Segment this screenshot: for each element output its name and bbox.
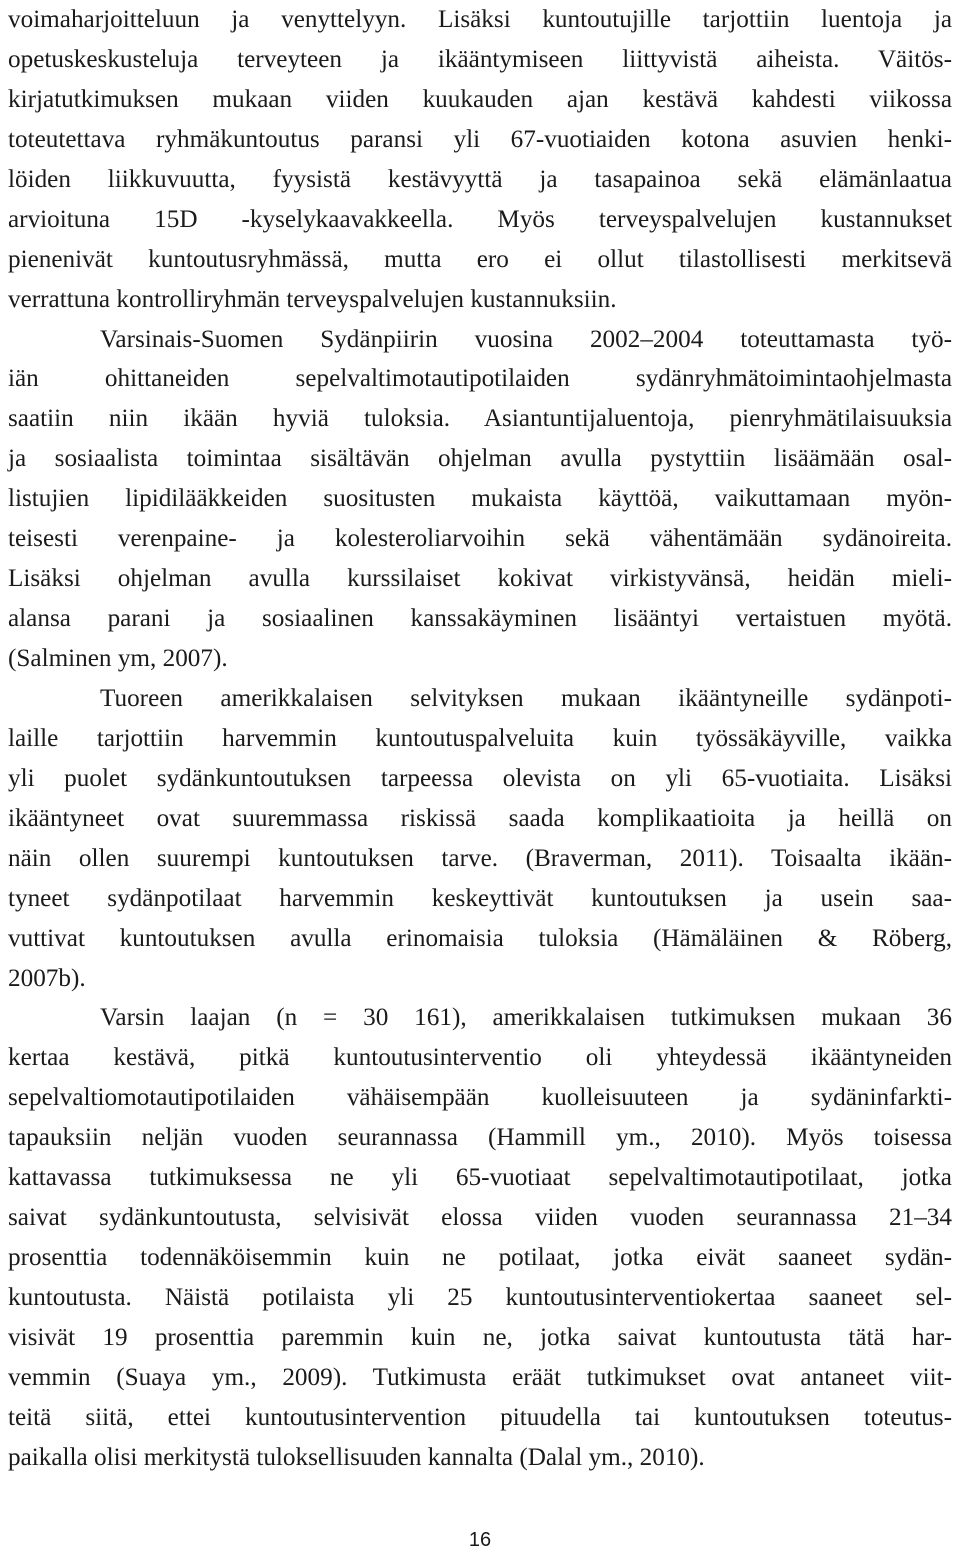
paragraph-start-line: Tuoreen amerikkalaisen selvityksen mukaan ikääntyneille sydänpoti- [100, 684, 952, 712]
text-line: pienenivät kuntoutusryhmässä, mutta ero ei ollut tilastollisesti merkitsevä [8, 245, 952, 273]
text-line: tapauksiin neljän vuoden seurannassa (Hammill ym., 2010). Myös toisessa [8, 1124, 952, 1152]
text-line: iän ohittaneiden sepelvaltimotautipotilaiden sydänryhmätoimintaohjelmasta [8, 365, 952, 393]
text-line: listujien lipidilääkkeiden suositusten mukaista käyttöä, vaikuttamaan myön- [8, 485, 952, 513]
text-line: arvioituna 15D -kyselykaavakkeella. Myös terveyspalvelujen kustannukset [8, 205, 952, 233]
text-line: kertaa kestävä, pitkä kuntoutusinterventio oli yhteydessä ikääntyneiden [8, 1044, 952, 1072]
text-line: paikalla olisi merkitystä tuloksellisuuden kannalta (Dalal ym., 2010). [8, 1443, 705, 1471]
text-line: sepelvaltiomotautipotilaiden vähäisempään kuolleisuuteen ja sydäninfarkti- [8, 1084, 952, 1112]
text-line: ja sosiaalista toimintaa sisältävän ohjelman avulla pystyttiin lisäämään osal- [8, 445, 952, 473]
text-line: näin ollen suurempi kuntoutuksen tarve. (Braverman, 2011). Toisaalta ikään- [8, 844, 952, 872]
text-line: prosenttia todennäköisemmin kuin ne potilaat, jotka eivät saaneet sydän- [8, 1244, 952, 1272]
text-line: teitä siitä, ettei kuntoutusintervention pituudella tai kuntoutuksen toteutus- [8, 1403, 952, 1431]
text-line: ikääntyneet ovat suuremmassa riskissä saada komplikaatioita ja heillä on [8, 804, 952, 832]
text-line: löiden liikkuvuutta, fyysistä kestävyyttä ja tasapainoa sekä elämänlaatua [8, 165, 952, 193]
text-line: visivät 19 prosenttia paremmin kuin ne, jotka saivat kuntoutusta tätä har- [8, 1323, 952, 1351]
body-text [8, 0, 952, 1478]
text-line: opetuskeskusteluja terveyteen ja ikääntymiseen liittyvistä aiheista. Väitös- [8, 45, 952, 73]
text-line: toteutettava ryhmäkuntoutus paransi yli 67-vuotiaiden kotona asuvien henki- [8, 125, 952, 153]
text-line: 2007b). [8, 964, 86, 992]
text-line: vuttivat kuntoutuksen avulla erinomaisia tuloksia (Hämäläinen & Röberg, [8, 924, 952, 952]
page-number: 16 [468, 1529, 492, 1551]
text-line: verrattuna kontrolliryhmän terveyspalvelujen kustannuksiin. [8, 285, 617, 313]
text-line: saivat sydänkuntoutusta, selvisivät elossa viiden vuoden seurannassa 21–34 [8, 1204, 952, 1232]
text-line: tyneet sydänpotilaat harvemmin keskeyttivät kuntoutuksen ja usein saa- [8, 884, 952, 912]
text-line: teisesti verenpaine- ja kolesteroliarvoihin sekä vähentämään sydänoireita. [8, 525, 952, 553]
text-line: alansa parani ja sosiaalinen kanssakäyminen lisääntyi vertaistuen myötä. [8, 605, 952, 633]
text-line: (Salminen ym, 2007). [8, 645, 228, 672]
text-line: kirjatutkimuksen mukaan viiden kuukauden ajan kestävä kahdesti viikossa [8, 85, 952, 113]
paragraph-start-line: Varsinais-Suomen Sydänpiirin vuosina 2002–2004 toteuttamasta työ- [100, 325, 952, 353]
text-line: kuntoutusta. Näistä potilaista yli 25 kuntoutusinterventiokertaa saaneet sel- [8, 1284, 952, 1311]
text-line: laille tarjottiin harvemmin kuntoutuspalveluita kuin työssäkäyville, vaikka [8, 724, 952, 752]
text-line: kattavassa tutkimuksessa ne yli 65-vuotiaat sepelvaltimotautipotilaat, jotka [8, 1164, 952, 1192]
text-line: voimaharjoitteluun ja venyttelyyn. Lisäksi kuntoutujille tarjottiin luentoja ja [8, 6, 952, 33]
paragraph-start-line: Varsin laajan (n = 30 161), amerikkalaisen tutkimuksen mukaan 36 [100, 1004, 952, 1032]
text-line: Lisäksi ohjelman avulla kurssilaiset kokivat virkistyvänsä, heidän mieli- [8, 565, 952, 593]
text-line: vemmin (Suaya ym., 2009). Tutkimusta eräät tutkimukset ovat antaneet viit- [8, 1363, 952, 1391]
text-line: yli puolet sydänkuntoutuksen tarpeessa olevista on yli 65-vuotiaita. Lisäksi [8, 764, 952, 792]
text-line: saatiin niin ikään hyviä tuloksia. Asiantuntijaluentoja, pienryhmätilaisuuksia [8, 405, 952, 433]
